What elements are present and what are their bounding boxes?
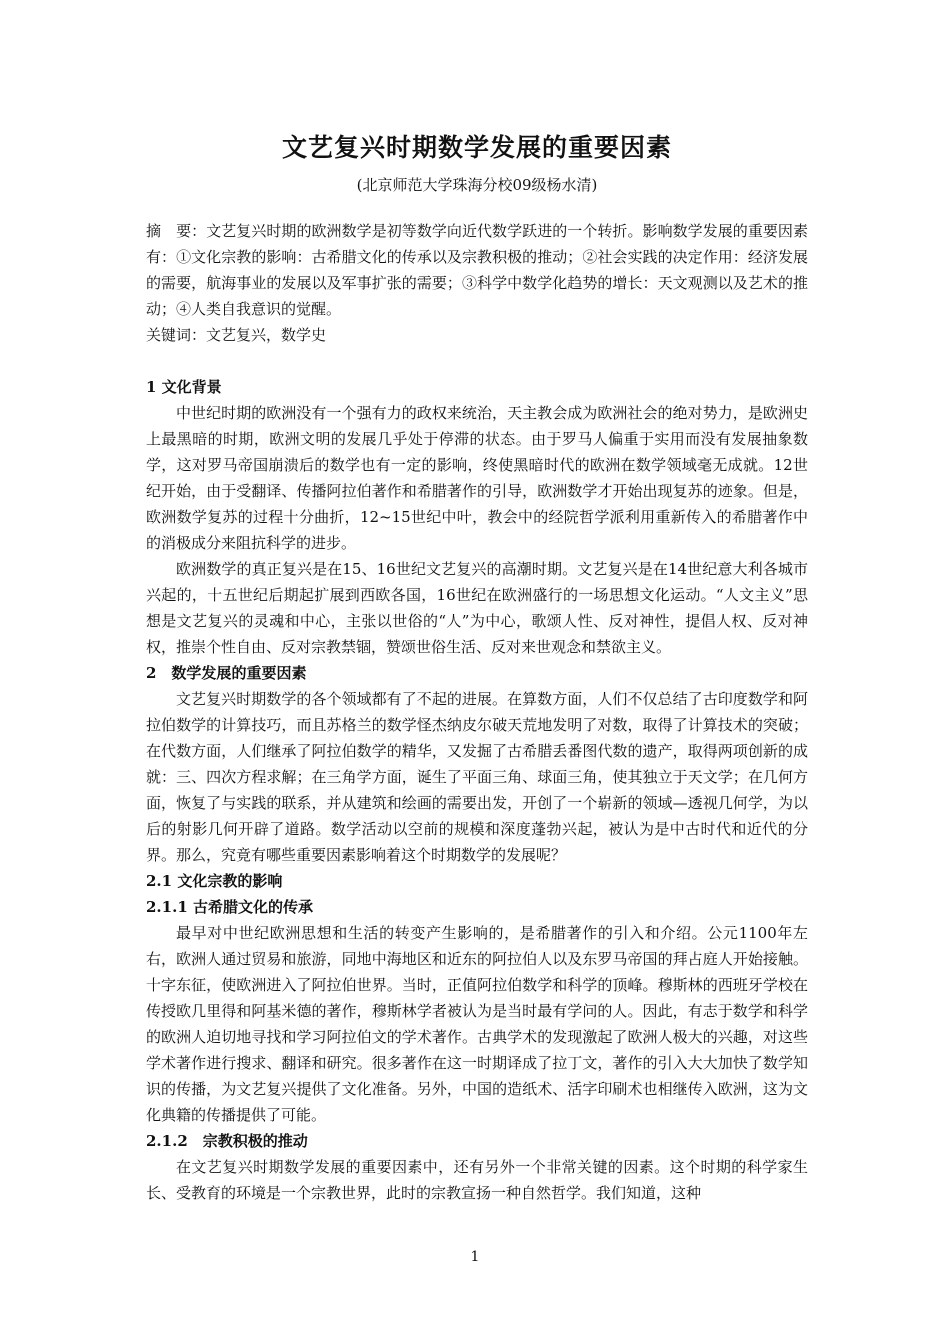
keywords: 关键词：文艺复兴，数学史	[146, 326, 327, 344]
section-2-1-heading: 2.1 文化宗教的影响	[146, 872, 283, 890]
section-2-paragraph-1: 文艺复兴时期数学的各个领域都有了不起的进展。在算数方面，人们不仅总结了古印度数学和阿拉伯数学的计算技巧，而且苏格兰的数学怪杰纳皮尔破天荒地发明了对数，取得了计算技术的突破；在代数方面，人们继承了阿拉伯数学的精华，又发掘了古希腊丢番图代数的遗产，取得两项创新的成就：三、四次方程求解；在三角学方面，诞生了平面三角、球面三角，使其独立于天文学；在几何方面，恢复了与实践的联系，并从建筑和绘画的需要出发，开创了一个崭新的领域—透视几何学，为以后的射影几何开辟了道路。数学活动以空前的规模和深度蓬勃兴起，被认为是中古时代和近代的分界。那么，究竟有哪些重要因素影响着这个时期数学的发展呢？	[146, 690, 808, 864]
paper-title: 文艺复兴时期数学发展的重要因素	[281, 133, 672, 162]
section-1-heading: 1 文化背景	[146, 378, 222, 396]
section-2-1-2-paragraph-1: 在文艺复兴时期数学发展的重要因素中，还有另外一个非常关键的因素。这个时期的科学家生长、受教育的环境是一个宗教世界，此时的宗教宣扬一种自然哲学。我们知道，这种	[146, 1158, 808, 1202]
abstract	[146, 218, 808, 322]
section-2-1-1-paragraph-1: 最早对中世纪欧洲思想和生活的转变产生影响的，是希腊著作的引入和介绍。公元1100年左右，欧洲人通过贸易和旅游，同地中海地区和近东的阿拉伯人以及东罗马帝国的拜占庭人开始接触。十字东征，使欧洲进入了阿拉伯世界。当时，正值阿拉伯数学和科学的顶峰。穆斯林的西班牙学校在传授欧几里得和阿基米德的著作，穆斯林学者被认为是当时最有学问的人。因此，有志于数学和科学的欧洲人迫切地寻找和学习阿拉伯文的学术著作。古典学术的发现激起了欧洲人极大的兴趣，对这些学术著作进行搜求、翻译和研究。很多著作在这一时期译成了拉丁文，著作的引入大大加快了数学知识的传播，为文艺复兴提供了文化准备。另外，中国的造纸术、活字印刷术也相继传入欧洲，这为文化典籍的传播提供了可能。	[146, 924, 808, 1124]
section-2-heading: 2 数学发展的重要因素	[146, 664, 307, 682]
page-number: 1	[470, 1249, 480, 1265]
section-1-paragraph-1: 中世纪时期的欧洲没有一个强有力的政权来统治，天主教会成为欧洲社会的绝对势力，是欧洲史上最黑暗的时期，欧洲文明的发展几乎处于停滞的状态。由于罗马人偏重于实用而没有发展抽象数学，这对罗马帝国崩溃后的数学也有一定的影响，终使黑暗时代的欧洲在数学领域毫无成就。12世纪开始，由于受翻译、传播阿拉伯著作和希腊著作的引导，欧洲数学才开始出现复苏的迹象。但是，欧洲数学复苏的过程十分曲折，12~15世纪中叶，教会中的经院哲学派利用重新传入的希腊著作中的消极成分来阻抗科学的进步。	[146, 404, 808, 552]
abstract-label: 摘 要：	[146, 222, 207, 240]
author-line: (北京师范大学珠海分校09级杨水清)	[356, 176, 598, 194]
section-1-paragraph-2: 欧洲数学的真正复兴是在15、16世纪文艺复兴的高潮时期。文艺复兴是在14世纪意大利各城市兴起的，十五世纪后期起扩展到西欧各国，16世纪在欧洲盛行的一场思想文化运动。“人文主义”思想是文艺复兴的灵魂和中心，主张以世俗的“人”为中心，歌颂人性、反对神性，提倡人权、反对神权，推崇个性自由、反对宗教禁锢，赞颂世俗生活、反对来世观念和禁欲主义。	[146, 560, 808, 656]
spacer	[146, 348, 808, 374]
section-2-1-2-heading: 2.1.2 宗教积极的推动	[146, 1132, 308, 1150]
section-2-1-1-heading: 2.1.1 古希腊文化的传承	[146, 898, 313, 916]
abstract-text: 文艺复兴时期的欧洲数学是初等数学向近代数学跃进的一个转折。影响数学发展的重要因素有：①文化宗教的影响：古希腊文化的传承以及宗教积极的推动；②社会实践的决定作用：经济发展的需要，航海事业的发展以及军事扩张的需要；③科学中数学化趋势的增长：天文观测以及艺术的推动；④人类自我意识的觉醒。	[146, 222, 808, 318]
page-content	[146, 128, 808, 1206]
